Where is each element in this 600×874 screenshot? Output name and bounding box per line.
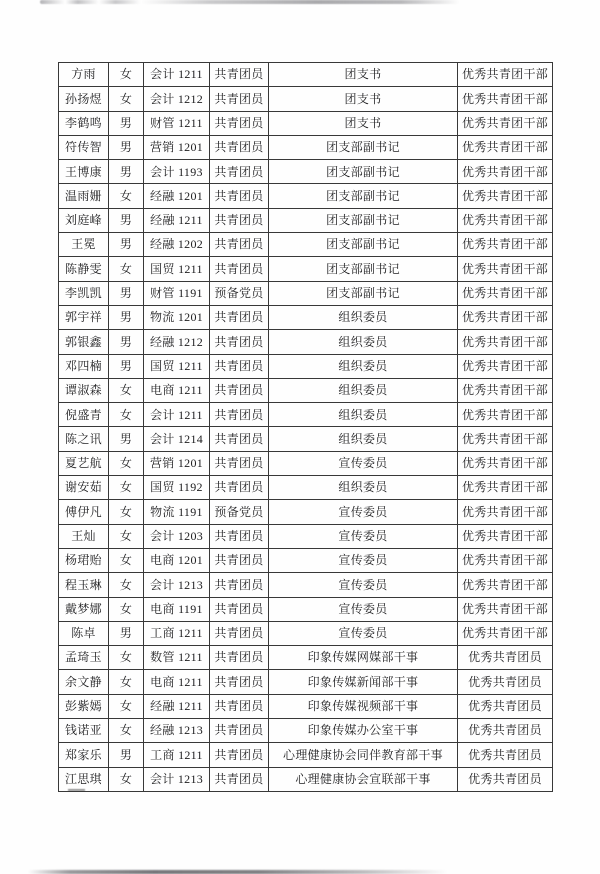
cell-gender: 女: [109, 500, 144, 524]
cell-status: 预备党员: [210, 281, 269, 305]
table-row: [59, 743, 553, 767]
table-row: [59, 63, 553, 87]
cell-position: 组织委员: [269, 403, 458, 427]
cell-gender: 女: [109, 548, 144, 572]
cell-name: 王冕: [59, 233, 109, 257]
cell-name: 程玉琳: [59, 573, 109, 597]
cell-award: 优秀共青团干部: [458, 63, 553, 87]
cell-name: 余文静: [59, 670, 109, 694]
cell-status: 共青团员: [210, 646, 269, 670]
cell-class: 会计 1211: [144, 403, 210, 427]
cell-status: 共青团员: [210, 427, 269, 451]
cell-class: 经融 1212: [144, 330, 210, 354]
cell-name: 陈之讯: [59, 427, 109, 451]
cell-award: 优秀共青团员: [458, 767, 553, 791]
cell-name: 温雨姗: [59, 184, 109, 208]
cell-status: 共青团员: [210, 233, 269, 257]
cell-gender: 女: [109, 573, 144, 597]
cell-class: 工商 1211: [144, 621, 210, 645]
cell-award: 优秀共青团干部: [458, 354, 553, 378]
cell-name: 傅伊凡: [59, 500, 109, 524]
cell-gender: 男: [109, 208, 144, 232]
cell-name: 陈静雯: [59, 257, 109, 281]
cell-gender: 女: [109, 63, 144, 87]
cell-position: 团支部副书记: [269, 208, 458, 232]
cell-status: 共青团员: [210, 135, 269, 159]
cell-position: 宣传委员: [269, 548, 458, 572]
cell-status: 共青团员: [210, 111, 269, 135]
cell-gender: 女: [109, 257, 144, 281]
roster-table: [58, 62, 553, 792]
cell-status: 共青团员: [210, 87, 269, 111]
cell-gender: 女: [109, 597, 144, 621]
cell-class: 会计 1193: [144, 160, 210, 184]
cell-position: 团支部副书记: [269, 135, 458, 159]
table-row: [59, 427, 553, 451]
cell-award: 优秀共青团员: [458, 719, 553, 743]
table-row: [59, 330, 553, 354]
cell-name: 李鹤鸣: [59, 111, 109, 135]
cell-status: 共青团员: [210, 694, 269, 718]
cell-gender: 女: [109, 719, 144, 743]
cell-award: 优秀共青团干部: [458, 476, 553, 500]
cell-gender: 女: [109, 451, 144, 475]
cell-position: 团支书: [269, 63, 458, 87]
cell-name: 王灿: [59, 524, 109, 548]
cell-status: 共青团员: [210, 476, 269, 500]
cell-name: 李凯凯: [59, 281, 109, 305]
cell-position: 宣传委员: [269, 524, 458, 548]
table-row: [59, 160, 553, 184]
cell-position: 组织委员: [269, 354, 458, 378]
cell-gender: 女: [109, 524, 144, 548]
cell-gender: 男: [109, 330, 144, 354]
table-row: [59, 403, 553, 427]
cell-class: 财管 1191: [144, 281, 210, 305]
cell-award: 优秀共青团干部: [458, 427, 553, 451]
cell-award: 优秀共青团干部: [458, 87, 553, 111]
table-row: [59, 767, 553, 791]
roster-table-body: [59, 63, 553, 792]
cell-class: 会计 1203: [144, 524, 210, 548]
cell-position: 团支部副书记: [269, 160, 458, 184]
cell-gender: 女: [109, 767, 144, 791]
table-row: [59, 476, 553, 500]
cell-position: 印象传媒办公室干事: [269, 719, 458, 743]
cell-position: 心理健康协会宣联部干事: [269, 767, 458, 791]
cell-position: 宣传委员: [269, 621, 458, 645]
cell-gender: 男: [109, 743, 144, 767]
cell-status: 共青团员: [210, 719, 269, 743]
table-row: [59, 305, 553, 329]
cell-class: 经融 1211: [144, 208, 210, 232]
cell-gender: 男: [109, 233, 144, 257]
cell-gender: 女: [109, 184, 144, 208]
cell-gender: 女: [109, 646, 144, 670]
cell-award: 优秀共青团干部: [458, 378, 553, 402]
table-row: [59, 354, 553, 378]
cell-status: 共青团员: [210, 670, 269, 694]
cell-status: 共青团员: [210, 548, 269, 572]
cell-award: 优秀共青团干部: [458, 500, 553, 524]
cell-position: 心理健康协会同伴教育部干事: [269, 743, 458, 767]
cell-position: 印象传媒视频部干事: [269, 694, 458, 718]
cell-status: 共青团员: [210, 767, 269, 791]
table-row: [59, 548, 553, 572]
cell-name: 刘庭峰: [59, 208, 109, 232]
table-row: [59, 135, 553, 159]
cell-position: 团支部副书记: [269, 257, 458, 281]
cell-gender: 男: [109, 111, 144, 135]
table-row: [59, 597, 553, 621]
table-row: [59, 719, 553, 743]
cell-name: 陈卓: [59, 621, 109, 645]
cell-status: 共青团员: [210, 305, 269, 329]
cell-class: 会计 1212: [144, 87, 210, 111]
cell-award: 优秀共青团干部: [458, 524, 553, 548]
scan-artifact-smudge: [68, 789, 85, 791]
cell-position: 团支部副书记: [269, 233, 458, 257]
cell-award: 优秀共青团干部: [458, 548, 553, 572]
cell-name: 方雨: [59, 63, 109, 87]
cell-position: 宣传委员: [269, 573, 458, 597]
cell-award: 优秀共青团干部: [458, 233, 553, 257]
cell-class: 经融 1201: [144, 184, 210, 208]
cell-class: 电商 1191: [144, 597, 210, 621]
cell-class: 物流 1201: [144, 305, 210, 329]
cell-status: 共青团员: [210, 63, 269, 87]
cell-gender: 男: [109, 305, 144, 329]
cell-award: 优秀共青团干部: [458, 257, 553, 281]
cell-name: 符传智: [59, 135, 109, 159]
table-row: [59, 208, 553, 232]
cell-name: 郭宇祥: [59, 305, 109, 329]
cell-position: 团支书: [269, 111, 458, 135]
cell-award: 优秀共青团干部: [458, 281, 553, 305]
cell-status: 共青团员: [210, 378, 269, 402]
cell-gender: 男: [109, 160, 144, 184]
scan-artifact-bottom-shadow: [28, 870, 448, 874]
table-row: [59, 233, 553, 257]
cell-award: 优秀共青团干部: [458, 305, 553, 329]
table-row: [59, 184, 553, 208]
cell-award: 优秀共青团干部: [458, 184, 553, 208]
cell-status: 共青团员: [210, 573, 269, 597]
cell-class: 国贸 1211: [144, 257, 210, 281]
cell-position: 宣传委员: [269, 500, 458, 524]
cell-award: 优秀共青团员: [458, 670, 553, 694]
cell-class: 营销 1201: [144, 135, 210, 159]
cell-position: 组织委员: [269, 427, 458, 451]
cell-award: 优秀共青团干部: [458, 160, 553, 184]
table-row: [59, 670, 553, 694]
cell-status: 共青团员: [210, 257, 269, 281]
cell-position: 印象传媒新闻部干事: [269, 670, 458, 694]
cell-class: 会计 1213: [144, 573, 210, 597]
cell-status: 共青团员: [210, 597, 269, 621]
cell-position: 组织委员: [269, 378, 458, 402]
cell-gender: 男: [109, 281, 144, 305]
cell-position: 团支书: [269, 87, 458, 111]
cell-class: 物流 1191: [144, 500, 210, 524]
table-row: [59, 451, 553, 475]
cell-class: 营销 1201: [144, 451, 210, 475]
cell-award: 优秀共青团员: [458, 743, 553, 767]
cell-gender: 女: [109, 670, 144, 694]
cell-position: 印象传媒网媒部干事: [269, 646, 458, 670]
cell-class: 会计 1214: [144, 427, 210, 451]
cell-class: 数管 1211: [144, 646, 210, 670]
cell-gender: 女: [109, 476, 144, 500]
cell-award: 优秀共青团员: [458, 694, 553, 718]
cell-gender: 女: [109, 403, 144, 427]
cell-name: 夏艺航: [59, 451, 109, 475]
table-row: [59, 500, 553, 524]
cell-name: 杨珺贻: [59, 548, 109, 572]
cell-name: 邓四楠: [59, 354, 109, 378]
cell-class: 会计 1213: [144, 767, 210, 791]
cell-award: 优秀共青团干部: [458, 451, 553, 475]
cell-award: 优秀共青团干部: [458, 573, 553, 597]
table-row: [59, 281, 553, 305]
cell-class: 电商 1211: [144, 670, 210, 694]
cell-status: 共青团员: [210, 524, 269, 548]
cell-name: 倪盛青: [59, 403, 109, 427]
cell-class: 国贸 1211: [144, 354, 210, 378]
cell-class: 经融 1202: [144, 233, 210, 257]
scan-artifact-top-edge: [40, 0, 460, 4]
cell-name: 彭紫嫣: [59, 694, 109, 718]
table-row: [59, 378, 553, 402]
cell-name: 孙扬煜: [59, 87, 109, 111]
cell-position: 团支部副书记: [269, 281, 458, 305]
cell-status: 共青团员: [210, 208, 269, 232]
table-row: [59, 694, 553, 718]
cell-gender: 男: [109, 354, 144, 378]
cell-class: 电商 1211: [144, 378, 210, 402]
cell-gender: 女: [109, 87, 144, 111]
cell-name: 谭淑森: [59, 378, 109, 402]
cell-award: 优秀共青团干部: [458, 208, 553, 232]
cell-award: 优秀共青团干部: [458, 597, 553, 621]
cell-award: 优秀共青团干部: [458, 621, 553, 645]
table-row: [59, 87, 553, 111]
cell-award: 优秀共青团员: [458, 646, 553, 670]
cell-class: 电商 1201: [144, 548, 210, 572]
cell-status: 共青团员: [210, 451, 269, 475]
cell-position: 宣传委员: [269, 597, 458, 621]
cell-status: 共青团员: [210, 743, 269, 767]
cell-name: 郭银鑫: [59, 330, 109, 354]
cell-name: 王博康: [59, 160, 109, 184]
cell-class: 工商 1211: [144, 743, 210, 767]
cell-award: 优秀共青团干部: [458, 135, 553, 159]
cell-status: 共青团员: [210, 184, 269, 208]
cell-position: 团支部副书记: [269, 184, 458, 208]
cell-class: 会计 1211: [144, 63, 210, 87]
cell-position: 组织委员: [269, 476, 458, 500]
cell-status: 共青团员: [210, 330, 269, 354]
cell-status: 共青团员: [210, 621, 269, 645]
table-row: [59, 524, 553, 548]
cell-gender: 男: [109, 135, 144, 159]
cell-status: 预备党员: [210, 500, 269, 524]
cell-award: 优秀共青团干部: [458, 403, 553, 427]
cell-name: 江思琪: [59, 767, 109, 791]
cell-gender: 女: [109, 378, 144, 402]
table-row: [59, 111, 553, 135]
cell-class: 财管 1211: [144, 111, 210, 135]
cell-class: 国贸 1192: [144, 476, 210, 500]
cell-name: 戴梦娜: [59, 597, 109, 621]
table-row: [59, 646, 553, 670]
cell-gender: 男: [109, 621, 144, 645]
cell-gender: 女: [109, 694, 144, 718]
table-row: [59, 257, 553, 281]
table-row: [59, 621, 553, 645]
cell-name: 郑家乐: [59, 743, 109, 767]
cell-name: 孟琦玉: [59, 646, 109, 670]
table-row: [59, 573, 553, 597]
cell-position: 组织委员: [269, 330, 458, 354]
cell-status: 共青团员: [210, 160, 269, 184]
cell-status: 共青团员: [210, 354, 269, 378]
cell-class: 经融 1213: [144, 719, 210, 743]
cell-award: 优秀共青团干部: [458, 111, 553, 135]
cell-name: 钱诺亚: [59, 719, 109, 743]
cell-name: 谢安茹: [59, 476, 109, 500]
cell-position: 宣传委员: [269, 451, 458, 475]
cell-position: 组织委员: [269, 305, 458, 329]
cell-class: 经融 1211: [144, 694, 210, 718]
cell-gender: 男: [109, 427, 144, 451]
cell-award: 优秀共青团干部: [458, 330, 553, 354]
cell-status: 共青团员: [210, 403, 269, 427]
